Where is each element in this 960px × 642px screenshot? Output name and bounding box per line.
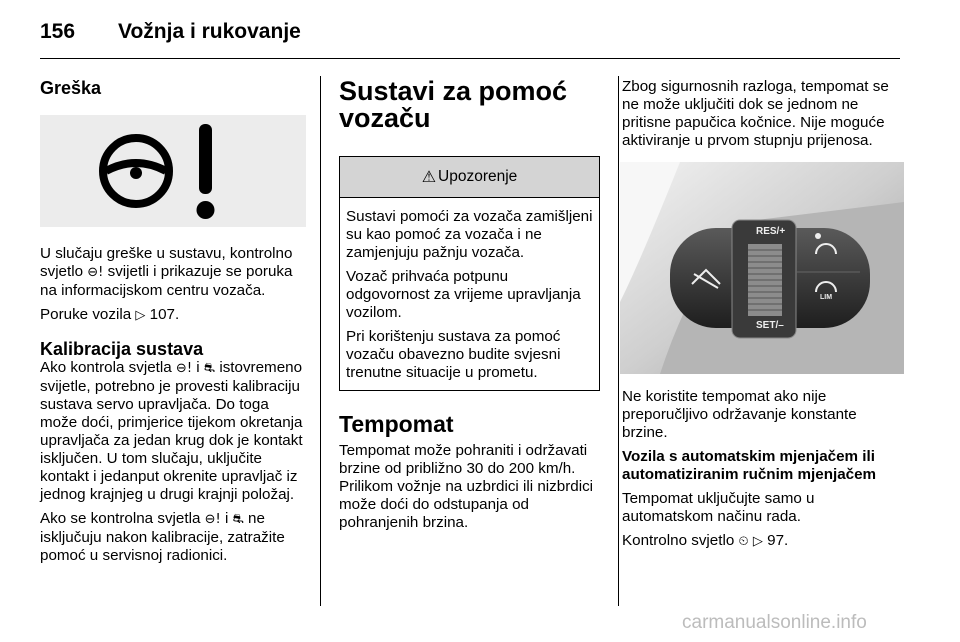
steering-warning-icon: ⊖! bbox=[175, 361, 193, 376]
column-divider bbox=[320, 76, 321, 606]
subheading-automatic: Vozila s automatskim mjenjačem ili automatiziranim ručnim mjenjačem bbox=[622, 448, 877, 483]
steering-warning-icon: ⊖! bbox=[204, 512, 221, 527]
paragraph: Zbog sigurnosnih razloga, tempomat se ne može uključiti dok se jednom ne pritisne papučica kočnice. Nije moguće aktiviranje u prvom stupnju prijenosa. bbox=[622, 78, 889, 149]
warning-paragraph: Vozač prihvaća potpunu odgovornost za vrijeme upravljanja vozilom. bbox=[346, 268, 581, 321]
page-ref-link[interactable]: 97. bbox=[767, 532, 789, 549]
page-ref-link[interactable]: 107. bbox=[149, 306, 180, 323]
section-heading-driver-assist: Sustavi za pomoć vozaču bbox=[339, 76, 568, 133]
column-divider bbox=[618, 76, 619, 606]
paragraph: Tempomat uključujte samo u automatskom načinu rada. bbox=[622, 490, 815, 525]
warning-box bbox=[339, 156, 600, 391]
warning-paragraph: Pri korištenju sustava za pomoć vozaču obavezno budite svjesni trenutne situacije u prometu. bbox=[346, 328, 561, 381]
page-header bbox=[0, 0, 960, 62]
subheading-calibration: Kalibracija sustava bbox=[40, 339, 204, 359]
paragraph: Ako kontrola svjetla ⊖! i ⛐ istovremeno svijetle, potrebno je provesti kalibraciju sustava servo upravljača. Do toga može doći, primjerice tijekom okretanja upravljača za jedan krug dok je kontakt isključen. U tom slučaju, uključite kontakt i jedanput okrenite upravljač iz jednog krajnjeg u drugi krajnji položaj. bbox=[40, 359, 303, 503]
page-ref-arrow-icon: ▷ bbox=[135, 308, 146, 323]
warning-title: Upozorenje bbox=[438, 168, 518, 185]
steering-warning-icon: ⊖! bbox=[87, 265, 104, 280]
page-number: 156 bbox=[40, 20, 76, 43]
header-rule bbox=[40, 58, 900, 59]
watermark: carmanualsonline.info bbox=[682, 612, 867, 633]
column-3 bbox=[622, 78, 906, 557]
paragraph: Ako se kontrolna svjetla ⊖! i ⛐ ne isključuju nakon kalibracije, zatražite pomoć u servisnoj radionici. bbox=[40, 510, 285, 564]
steering-wheel-warning-icon bbox=[40, 115, 306, 227]
paragraph: U slučaju greške u sustavu, kontrolno svjetlo ⊖! svijetli i prikazuje se poruka na informacijskom centru vozača. bbox=[40, 245, 293, 299]
lim-label: LIM bbox=[820, 294, 833, 301]
page-ref-arrow-icon: ▷ bbox=[752, 534, 763, 549]
warning-triangle-icon: ⚠ bbox=[421, 169, 437, 186]
res-plus-label: RES/+ bbox=[756, 226, 786, 237]
paragraph: Tempomat može pohraniti i održavati brzine od približno 30 do 200 km/h. Prilikom vožnje na uzbrdici ili nizbrdici može doći do odstupanja od pohranjenih brzina. bbox=[339, 442, 594, 531]
paragraph: Ne koristite tempomat ako nije preporučljivo održavanje konstante brzine. bbox=[622, 388, 857, 441]
section-heading-error: Greška bbox=[40, 78, 102, 98]
paragraph: Poruke vozila ▷ 107. bbox=[40, 306, 180, 323]
warning-paragraph: Sustavi pomoći za vozača zamišljeni su kao pomoć za vozača i ne zamjenjuju pažnju vozača. bbox=[346, 208, 593, 261]
warning-body bbox=[340, 198, 599, 390]
esp-icon: ⛐ bbox=[232, 512, 244, 527]
section-heading-cruise-control: Tempomat bbox=[339, 411, 454, 437]
set-minus-label: SET/– bbox=[756, 320, 784, 331]
column-2 bbox=[339, 78, 605, 538]
warning-header bbox=[340, 157, 599, 198]
page-title: Vožnja i rukovanje bbox=[118, 20, 301, 43]
column-1 bbox=[40, 78, 306, 571]
cruise-control-icon: ⏲ bbox=[738, 534, 749, 549]
paragraph: Kontrolno svjetlo ⏲ ▷ 97. bbox=[622, 532, 789, 549]
esp-icon: ⛐ bbox=[203, 361, 216, 376]
steering-wheel-controls-photo bbox=[620, 162, 904, 374]
